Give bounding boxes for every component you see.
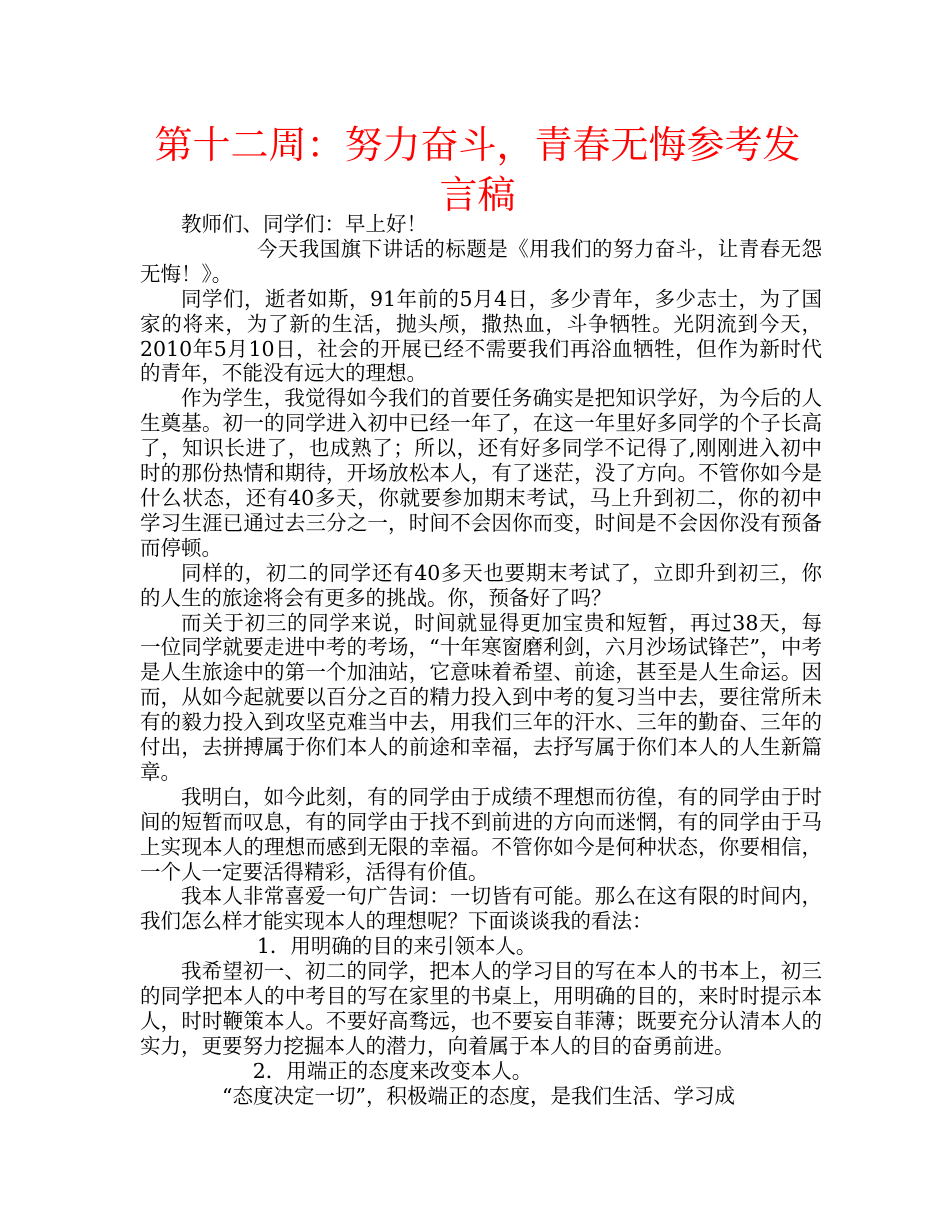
body-paragraph: 我明白，如今此刻，有的同学由于成绩不理想而彷徨，有的同学由于时间的短暂而叹息，有的同学由于找不到前进的方向而迷惘，有的同学由于马上实现本人的理想而感到无限的幸福。不管你如今是何种状态，你要相信，一个人一定要活得精彩，活得有价值。: [140, 784, 822, 884]
body-paragraph: 我希望初一、初二的同学，把本人的学习目的写在本人的书本上，初三的同学把本人的中考目的写在家里的书桌上，用明确的目的，来时时提示本人，时时鞭策本人。不要好高骛远，也不要妄自菲薄；既要充分认清本人的实力，更要努力挖掘本人的潜力，向着属于本人的目的奋勇前进。: [140, 959, 822, 1058]
body-paragraph: 我本人非常喜爱一句广告词：一切皆有可能。那么在这有限的时间内，我们怎么样才能实现本人的理想呢？下面谈谈我的看法：: [140, 884, 822, 934]
body-paragraph: “态度决定一切”，积极端正的态度，是我们生活、学习成: [222, 1083, 735, 1108]
body-paragraph: 而关于初三的同学来说，时间就显得更加宝贵和短暂，再过38天，每一位同学就要走进中考的考场，“十年寒窗磨利剑，六月沙场试锋芒”，中考是人生旅途中的第一个加油站，它意味着希望、前途，甚至是人生命运。因而，从如今起就要以百分之百的精力投入到中考的复习当中去，要往常所未有的毅力投入到攻坚克难当中去，用我们三年的汗水、三年的勤奋、三年的付出，去拼搏属于你们本人的前途和幸福，去抒写属于你们本人的人生新篇章。: [140, 610, 822, 784]
body-paragraph: 同样的，初二的同学还有40多天也要期末考试了，立即升到初三，你的人生的旅途将会有更多的挑战。你，预备好了吗？: [140, 560, 822, 610]
body-paragraph: 同学们，逝者如斯，91年前的5月4日，多少青年，多少志士，为了国家的将来，为了新的生活，抛头颅，撒热血，斗争牺牲。光阴流到今天，2010年5月10日，社会的开展已经不需要我们再浴血牺牲，但作为新时代的青年，不能没有远大的理想。: [140, 286, 822, 386]
document-title: 第十二周：努力奋斗，青春无悔参考发言稿: [154, 123, 801, 217]
topic-paragraph: 今天我国旗下讲话的标题是《用我们的努力奋斗，让青春无怨无悔！》。: [140, 236, 822, 286]
document-body: [140, 212, 822, 1109]
section-heading-1: 1．用明确的目的来引领本人。: [256, 934, 537, 959]
body-paragraph: 作为学生，我觉得如今我们的首要任务确实是把知识学好，为今后的人生奠基。初一的同学进入初中已经一年了，在这一年里好多同学的个子长高了，知识长进了，也成熟了；所以，还有好多同学不记得了,刚刚进入初中时的那份热情和期待，开场放松本人，有了迷茫，没了方向。不管你如今是什么状态，还有40多天，你就要参加期末考试，马上升到初二，你的初中学习生涯已通过去三分之一，时间不会因你而变，时间是不会因你没有预备而停顿。: [140, 386, 822, 560]
section-heading-2: 2．用端正的态度来改变本人。: [252, 1058, 533, 1083]
greeting-paragraph: 教师们、同学们：早上好！: [181, 212, 427, 236]
